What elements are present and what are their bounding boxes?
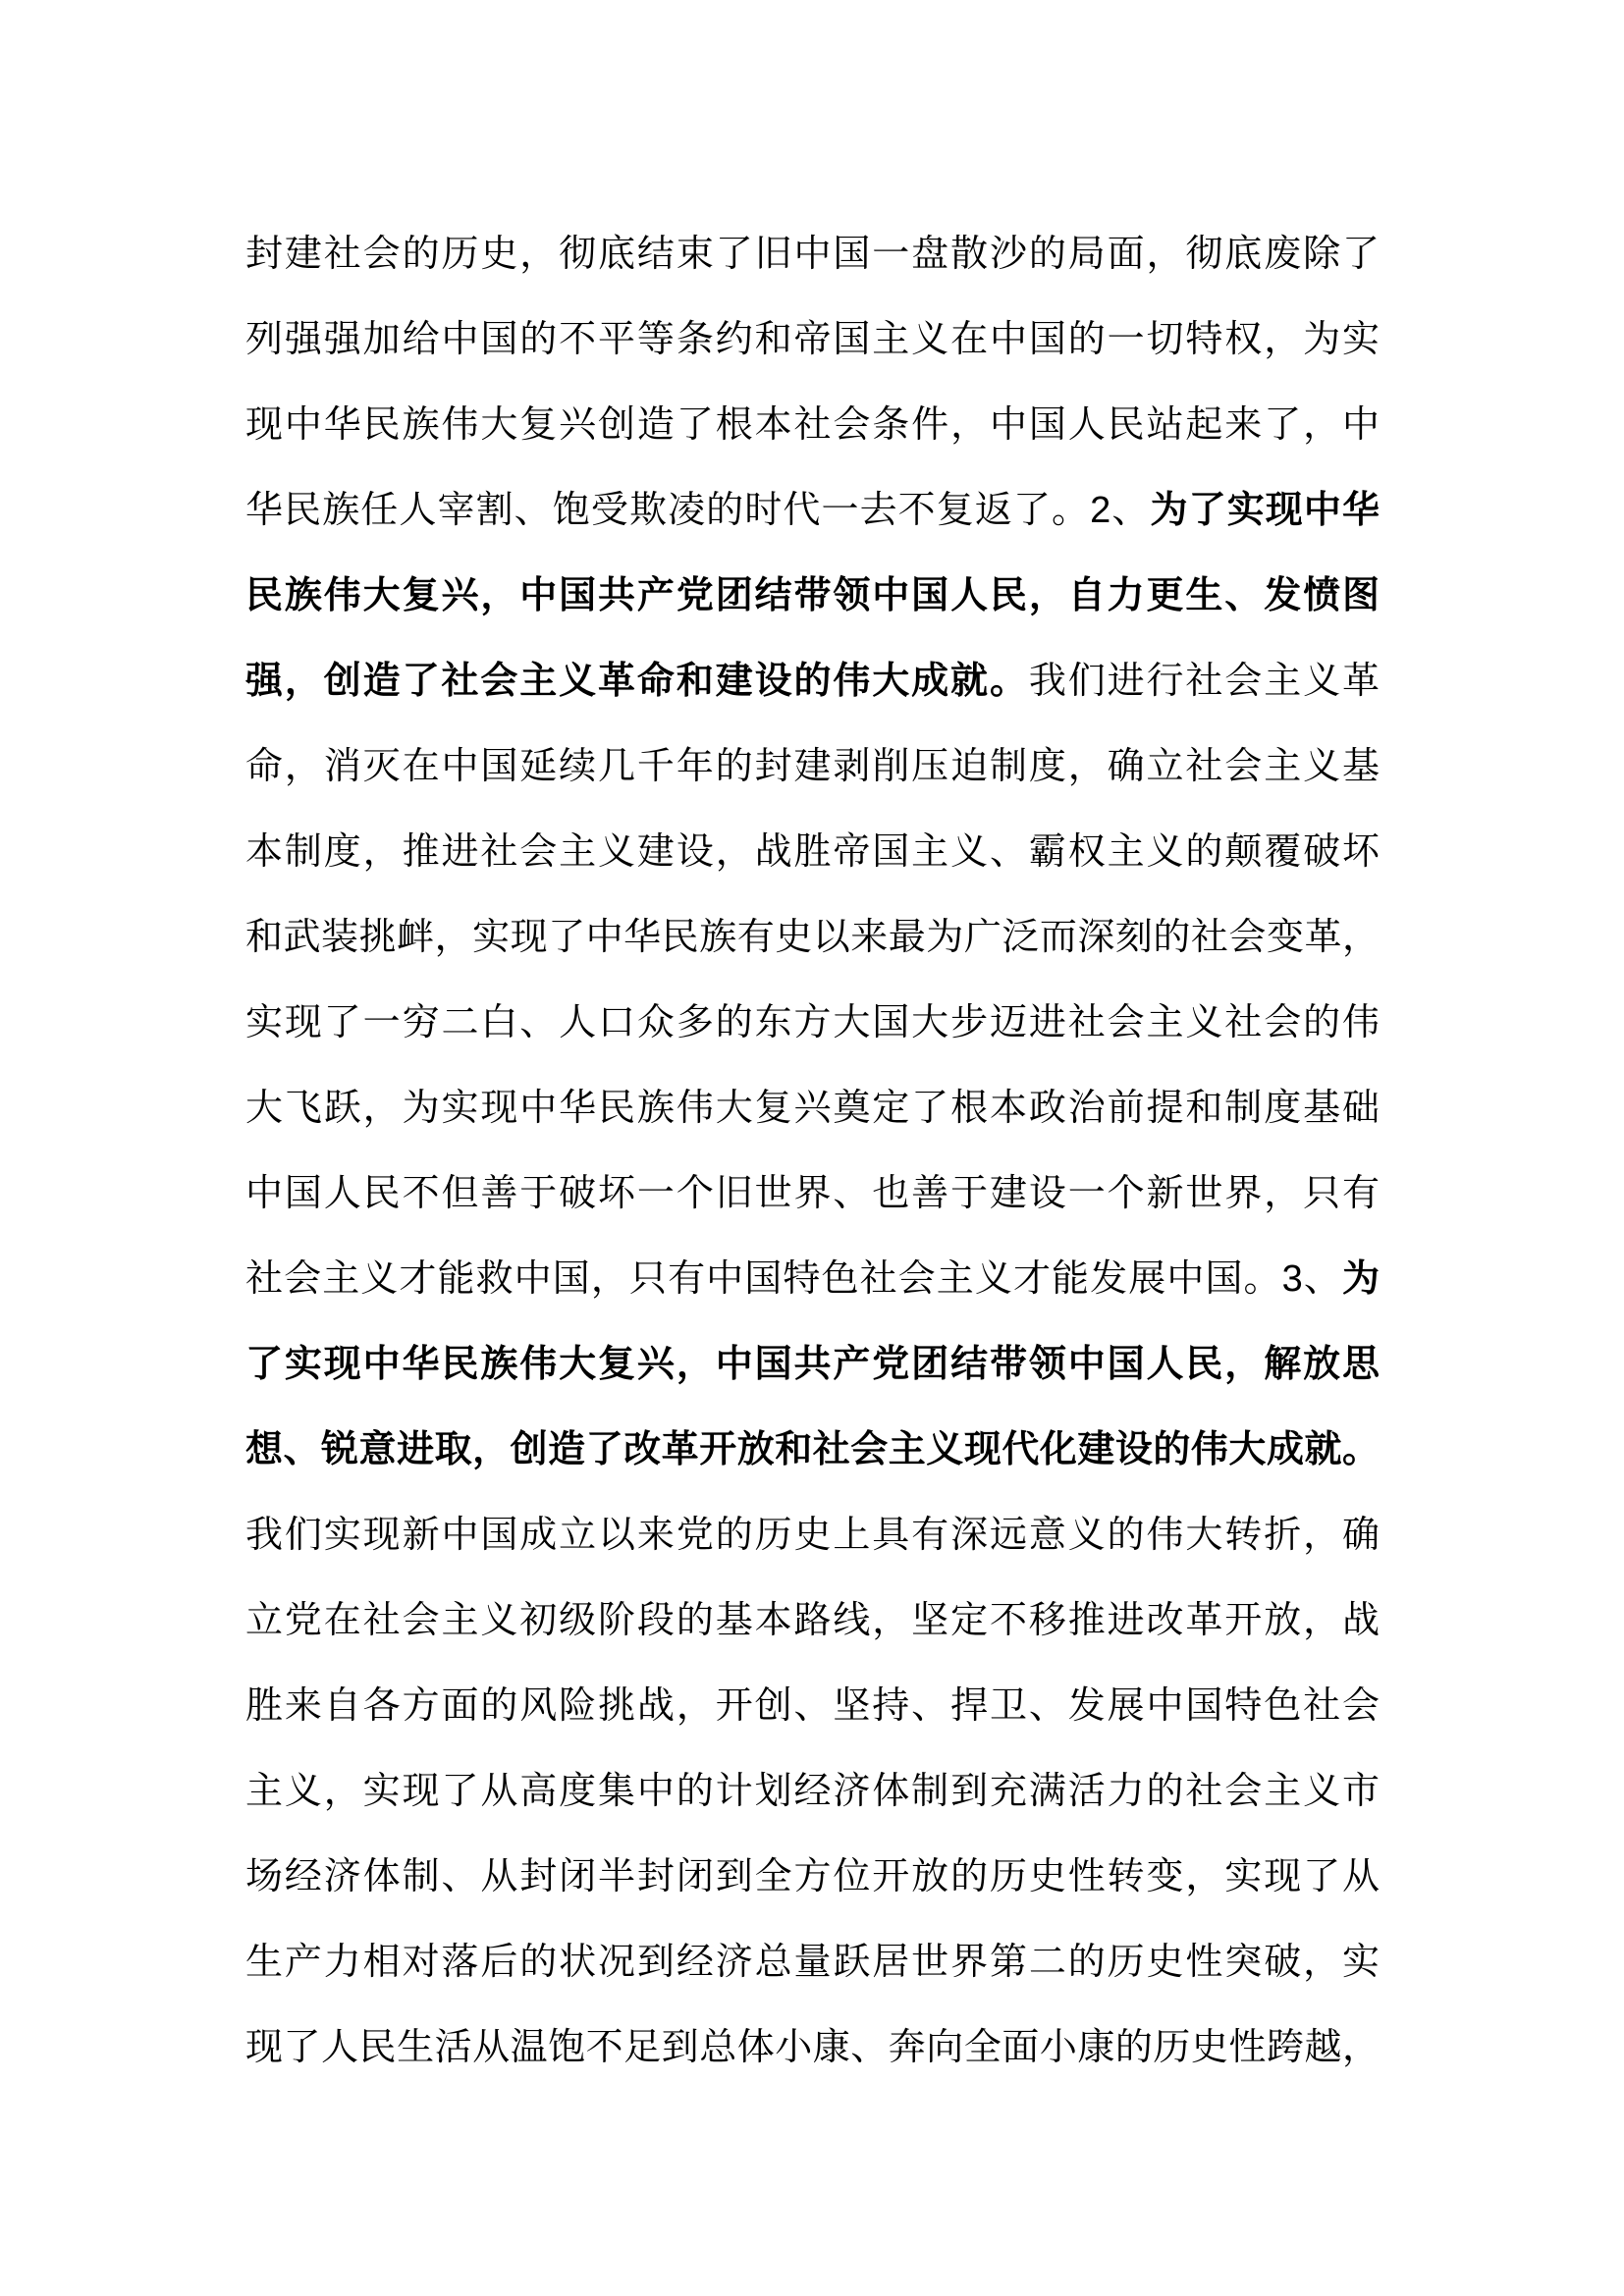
text-line <box>245 1151 1380 1237</box>
text-segment: 生产力相对落后的状况到经济总量跃居世界第二的历史性突破，实 <box>245 1942 1380 1983</box>
text-segment: 封建社会的历史，彻底结束了旧中国一盘散沙的局面，彻底废除了 <box>245 234 1380 275</box>
text-segment-bold: 想、锐意进取，创造了改革开放和社会主义现代化建设的伟大成就。 <box>245 1429 1380 1470</box>
text-segment: 场经济体制、从封闭半封闭到全方位开放的历史性转变，实现了从 <box>245 1856 1380 1897</box>
text-line <box>245 1920 1380 2005</box>
text-segment: 现中华民族伟大复兴创造了根本社会条件，中国人民站起来了，中 <box>245 404 1380 446</box>
text-segment: 和武装挑衅，实现了中华民族有史以来最为广泛而深刻的社会变革， <box>245 917 1380 958</box>
text-segment: 社会主义才能救中国，只有中国特色社会主义才能发展中国。3、 <box>245 1258 1342 1300</box>
text-line <box>245 895 1380 981</box>
text-line <box>245 383 1380 468</box>
text-segment: 列强强加给中国的不平等条约和帝国主义在中国的一切特权，为实 <box>245 319 1380 360</box>
text-segment: 华民族任人宰割、饱受欺凌的时代一去不复返了。2、 <box>245 490 1151 531</box>
text-segment-bold: 民族伟大复兴，中国共产党团结带领中国人民，自力更生、发愤图 <box>245 575 1380 616</box>
text-line <box>245 1237 1380 1322</box>
text-line <box>245 2005 1380 2091</box>
text-segment: 胜来自各方面的风险挑战，开创、坚持、捍卫、发展中国特色社会 <box>245 1685 1380 1727</box>
text-segment: 命，消灭在中国延续几千年的封建剥削压迫制度，确立社会主义基 <box>245 746 1380 787</box>
text-segment: 我们进行社会主义革 <box>1028 661 1380 702</box>
text-segment: 我们实现新中国成立以来党的历史上具有深远意义的伟大转折，确 <box>245 1515 1380 1556</box>
text-line <box>245 1066 1380 1151</box>
text-line <box>245 1835 1380 1920</box>
text-line <box>245 1749 1380 1835</box>
text-line <box>245 297 1380 383</box>
text-line <box>245 724 1380 810</box>
text-segment-bold: 为 <box>1341 1258 1380 1300</box>
text-line <box>245 1664 1380 1749</box>
text-line <box>245 1578 1380 1664</box>
text-segment: 现了人民生活从温饱不足到总体小康、奔向全面小康的历史性跨越， <box>245 2027 1380 2068</box>
text-line <box>245 554 1380 639</box>
text-line <box>245 1322 1380 1408</box>
text-line <box>245 212 1380 297</box>
text-segment: 中国人民不但善于破坏一个旧世界、也善于建设一个新世界，只有 <box>245 1173 1380 1214</box>
text-segment-bold: 强，创造了社会主义革命和建设的伟大成就。 <box>245 661 1029 702</box>
text-segment: 大飞跃，为实现中华民族伟大复兴奠定了根本政治前提和制度基础 <box>245 1088 1380 1129</box>
text-line <box>245 639 1380 724</box>
text-line <box>245 468 1380 554</box>
text-segment: 本制度，推进社会主义建设，战胜帝国主义、霸权主义的颠覆破坏 <box>245 831 1380 873</box>
text-segment: 立党在社会主义初级阶段的基本路线，坚定不移推进改革开放，战 <box>245 1600 1380 1641</box>
document-body <box>245 212 1380 2091</box>
text-segment-bold: 了实现中华民族伟大复兴，中国共产党团结带领中国人民，解放思 <box>245 1344 1380 1385</box>
text-line <box>245 1493 1380 1578</box>
text-segment: 主义，实现了从高度集中的计划经济体制到充满活力的社会主义市 <box>245 1771 1380 1812</box>
text-segment-bold: 为了实现中华 <box>1150 490 1380 531</box>
text-line <box>245 981 1380 1066</box>
text-segment: 实现了一穷二白、人口众多的东方大国大步迈进社会主义社会的伟 <box>245 1002 1380 1043</box>
text-line <box>245 810 1380 895</box>
text-line <box>245 1408 1380 1493</box>
